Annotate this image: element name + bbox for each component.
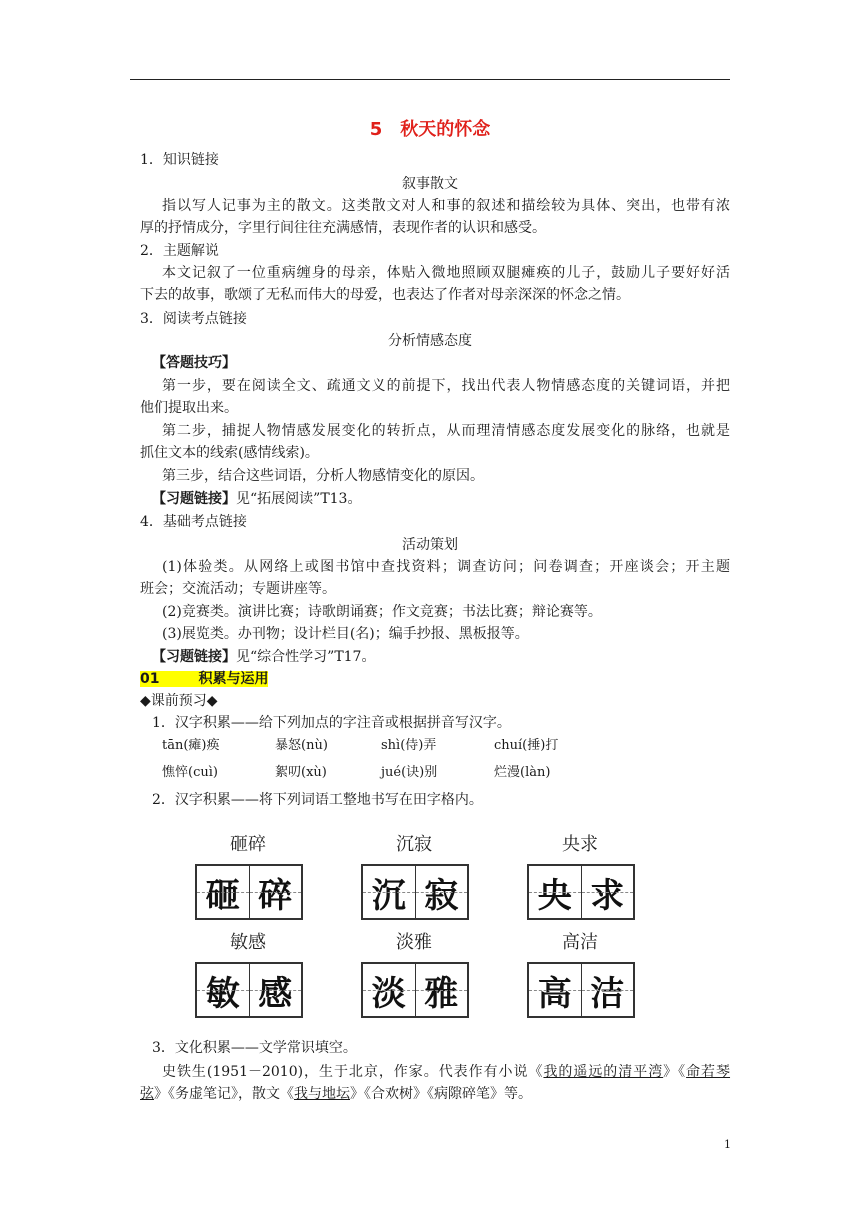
exercise-link — [152, 489, 742, 509]
tianzige-cell: 砸 — [197, 866, 249, 918]
pinyin-item: chuí(捶)打 — [494, 738, 559, 753]
part-heading — [140, 669, 730, 689]
paragraph-line: 弦》《务虚笔记》，散文《我与地坛》《合欢树》《病隙碎笔》等。 — [140, 1086, 532, 1102]
word-label: 敏感 — [230, 932, 266, 953]
tianzige-cell: 央 — [529, 866, 581, 918]
paragraph-line: 史铁生(1951－2010)，生于北京，作家。代表作有小说《我的遥远的清平湾》《命若琴 — [162, 1064, 731, 1080]
tianzige-box — [195, 962, 303, 1018]
section-4-subtitle: 活动策划 — [402, 537, 458, 553]
answer-blank: 弦 — [140, 1086, 154, 1102]
paragraph-line: 抓住文本的线索(感情线索)。 — [140, 445, 319, 461]
question-1-heading: 1．汉字积累——给下列加点的字注音或根据拼音写汉字。 — [152, 715, 511, 731]
paragraph-line: 第一步，要在阅读全文、疏通文义的前提下，找出代表人物情感态度的关键词语，并把 — [162, 378, 730, 394]
exercise-link-text: 见“综合性学习”T17。 — [236, 649, 376, 665]
preview-heading: ◆课前预习◆ — [140, 693, 218, 709]
exercise-link — [152, 647, 742, 667]
tianzige-box — [361, 864, 469, 920]
pinyin-item: 絮叨(xù) — [275, 765, 327, 780]
tianzige-cell: 洁 — [581, 964, 634, 1016]
paragraph-line: 第三步，结合这些词语，分析人物感情变化的原因。 — [162, 468, 484, 484]
part-number: 01 积累与运用 — [140, 671, 269, 687]
paragraph-line: (1)体验类。从网络上或图书馆中查找资料；调查访问；问卷调查；开座谈会；开主题 — [162, 559, 730, 575]
paragraph-line: 第二步，捕捉人物情感发展变化的转折点，从而理清情感态度发展变化的脉络，也就是 — [162, 423, 730, 439]
tianzige-cell: 高 — [529, 964, 581, 1016]
tianzige-box — [527, 962, 635, 1018]
section-1-heading: 1．知识链接 — [140, 152, 219, 168]
tianzige-cell: 淡 — [363, 964, 415, 1016]
answer-blank: 我与地坛 — [294, 1086, 350, 1102]
answer-blank: 命若琴 — [686, 1064, 731, 1080]
paragraph-line: 指以写人记事为主的散文。这类散文对人和事的叙述和描绘较为具体、突出，也带有浓 — [162, 198, 730, 214]
tianzige-cell: 沉 — [363, 866, 415, 918]
section-3-heading: 3．阅读考点链接 — [140, 311, 247, 327]
word-label: 高洁 — [562, 932, 598, 953]
word-label: 淡雅 — [396, 932, 432, 953]
page-number: 1 — [724, 1138, 731, 1151]
paragraph-line: 他们提取出来。 — [140, 400, 238, 416]
exercise-link-text: 见“拓展阅读”T13。 — [236, 491, 362, 507]
paragraph-line: 班会；交流活动；专题讲座等。 — [140, 581, 336, 597]
header-rule — [130, 79, 730, 80]
word-label: 砸碎 — [230, 834, 266, 855]
exercise-link-label: 【习题链接】 — [152, 491, 236, 507]
paragraph-line: 本文记叙了一位重病缠身的母亲，体贴入微地照顾双腿瘫痪的儿子，鼓励儿子要好好活 — [162, 265, 730, 281]
question-3-heading: 3．文化积累——文学常识填空。 — [152, 1040, 357, 1056]
question-2-heading: 2．汉字积累——将下列词语工整地书写在田字格内。 — [152, 792, 483, 808]
pinyin-item: 烂漫(làn) — [494, 765, 551, 780]
tianzige-cell: 求 — [581, 866, 634, 918]
section-2-heading: 2．主题解说 — [140, 243, 219, 259]
paragraph-line: 厚的抒情成分，字里行间往往充满感情，表现作者的认识和感受。 — [140, 220, 546, 236]
tianzige-box — [527, 864, 635, 920]
section-4-heading: 4．基础考点链接 — [140, 514, 247, 530]
paragraph-line: (3)展览类。办刊物；设计栏目(名)；编手抄报、黑板报等。 — [162, 626, 529, 642]
tianzige-grid — [195, 826, 635, 1026]
paragraph-line: (2)竞赛类。演讲比赛；诗歌朗诵赛；作文竞赛；书法比赛；辩论赛等。 — [162, 604, 602, 620]
pinyin-item: jué(诀)别 — [381, 765, 438, 780]
section-1-subtitle: 叙事散文 — [402, 176, 458, 192]
pinyin-item: 憔悴(cuì) — [162, 765, 218, 780]
paragraph-line: 下去的故事，歌颂了无私而伟大的母爱，也表达了作者对母亲深深的怀念之情。 — [140, 287, 630, 303]
part-name: 积累与运用 — [198, 671, 269, 687]
pinyin-item: tān(瘫)痪 — [162, 738, 220, 753]
pinyin-item: 暴怒(nù) — [275, 738, 328, 753]
tianzige-box — [195, 864, 303, 920]
word-label: 沉寂 — [396, 834, 432, 855]
tianzige-cell: 感 — [249, 964, 302, 1016]
tianzige-cell: 碎 — [249, 866, 302, 918]
pinyin-item: shì(侍)弄 — [381, 738, 437, 753]
word-label: 央求 — [562, 834, 598, 855]
section-3-subtitle: 分析情感态度 — [388, 333, 472, 349]
tianzige-cell: 寂 — [415, 866, 468, 918]
tianzige-box — [361, 962, 469, 1018]
exercise-link-label: 【习题链接】 — [152, 649, 236, 665]
tianzige-cell: 敏 — [197, 964, 249, 1016]
tips-label: 【答题技巧】 — [152, 355, 236, 371]
tianzige-cell: 雅 — [415, 964, 468, 1016]
page-title: 5 秋天的怀念 — [369, 119, 491, 140]
answer-blank: 我的遥远的清平湾 — [543, 1064, 664, 1080]
